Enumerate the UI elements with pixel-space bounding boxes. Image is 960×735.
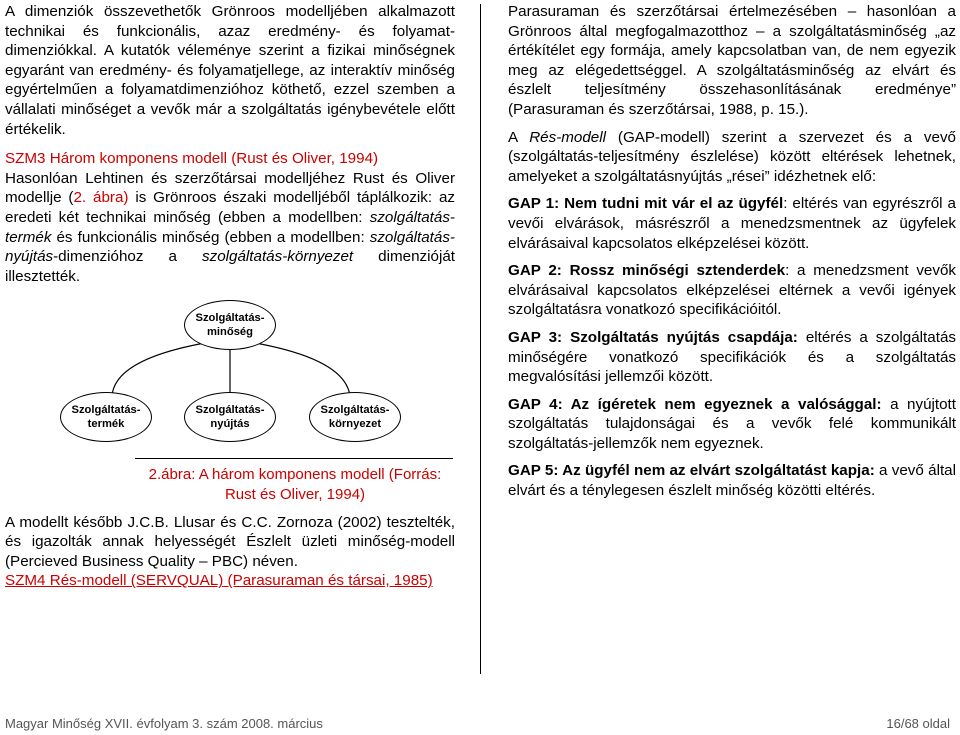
- paragraph-intro: A dimenziók összevethetők Grönroos modelljében alkalmazott technikai és funkcionális, azaz eredmény- és folyamat-dimenziókkal. A kutatók véleménye szerint a fizikai minőségnek egyaránt van eredmény- és folyamatjellege, az interaktív minőség egyértelműen a folyamatdimenzióhoz köthető, ezzel szemben a vállalati minőséget a vevők már a szolgáltatás igénybevétele előtt értékelik.: [5, 3, 455, 138]
- gap2-item: GAP 2: Rossz minőségi sztenderdek: a menedzsment vevők elvárásaival kapcsolatos elképzelései eltérnek a vevői igények szolgáltatásra vonatkozó specifikációitól.: [508, 262, 957, 319]
- gap1-item: GAP 1: Nem tudni mit vár el az ügyfél: eltérés van egyrészről a vevői elvárások, másrészről a menedzsmentnek az ügyfelek elvárásaival kapcsolatos elképzelései között.: [508, 195, 956, 252]
- paragraph-rust-oliver: Hasonlóan Lehtinen és szerzőtársai modelljéhez Rust és Oliver modellje (2. ábra) is Grönroos északi modelljéből táplálkozik: az eredeti két technikai minőség (ebben a modellben: szolgáltatás-termék és funkcionális minőség (ebben a modellben: szolgáltatás-nyújtás-dimenzióhoz a szolgáltatás-környezet dimenzióját illesztették.: [5, 169, 456, 285]
- heading-szm4[interactable]: SZM4 Rés-modell (SERVQUAL) (Parasuraman és társai, 1985): [5, 572, 433, 590]
- footer-publication: Magyar Minőség XVII. évfolyam 3. szám 2008. március: [5, 716, 323, 731]
- figure-ref-link[interactable]: 2. ábra): [73, 189, 129, 207]
- paragraph-pbc: A modellt később J.C.B. Llusar és C.C. Zornoza (2002) tesztelték, és igazolták annak helyességét Észlelt üzleti minőség-modell (Percieved Business Quality – PBC) néven.: [5, 513, 455, 570]
- gap3-item: GAP 3: Szolgáltatás nyújtás csapdája: eltérés a szolgáltatás minőségére vonatkozó specifikációk és a szolgáltatás megvalósítási jellemzői között.: [508, 328, 956, 386]
- right-column: [508, 2, 956, 501]
- heading-szm3[interactable]: SZM3 Három komponens modell (Rust és Oliver, 1994): [5, 150, 379, 168]
- node-szolgaltatas-kornyezet: Szolgáltatás- környezet: [309, 392, 401, 442]
- caption-rule: [135, 458, 453, 459]
- three-component-diagram: [5, 296, 455, 461]
- paragraph-gap-model: A Rés-modell (GAP-modell) szerint a szervezet és a vevő (szolgáltatás-teljesítmény észlelése) között eltérések lehetnek, amelyeket a szolgáltatásnyújtás „rései” idézhetnek elő:: [508, 128, 956, 185]
- gap4-item: GAP 4: Az ígéretek nem egyeznek a valósággal: a nyújtott szolgáltatás tulajdonságai és a vevők felé kommunikált szolgáltatás-jellemzők nem egyeznek.: [508, 395, 956, 452]
- column-divider: [480, 4, 481, 674]
- paragraph-parasuraman: Parasuraman és szerzőtársai értelmezésében – hasonlóan a Grönroos által megfogalmazotthoz – a szolgáltatásminőség „az értékítélet egy formája, amely kapcsolatban van, de nem egyezik meg az elégedettséggel. A szolgáltatásminőség az elvárt és észlelt teljesítmény összehasonlításának eredménye” (Parasuraman és szerzőtársai, 1988, p. 15.).: [508, 3, 956, 118]
- connector-kornyezet: [237, 340, 350, 396]
- connector-termek: [112, 340, 223, 396]
- node-szolgaltatas-nyujtas: Szolgáltatás- nyújtás: [184, 392, 276, 442]
- footer-page-number: 16/68 oldal: [886, 716, 950, 731]
- figure-caption[interactable]: 2.ábra: A három komponens modell (Forrás: Rust és Oliver, 1994): [148, 466, 442, 503]
- node-szolgaltatas-minoseg: Szolgáltatás- minőség: [184, 300, 276, 350]
- left-column: [5, 2, 455, 591]
- gap5-item: GAP 5: Az ügyfél nem az elvárt szolgáltatást kapja: a vevő által elvárt és a ténylegesen észlelt minőség közötti eltérés.: [508, 462, 956, 500]
- node-szolgaltatas-termek: Szolgáltatás- termék: [60, 392, 152, 442]
